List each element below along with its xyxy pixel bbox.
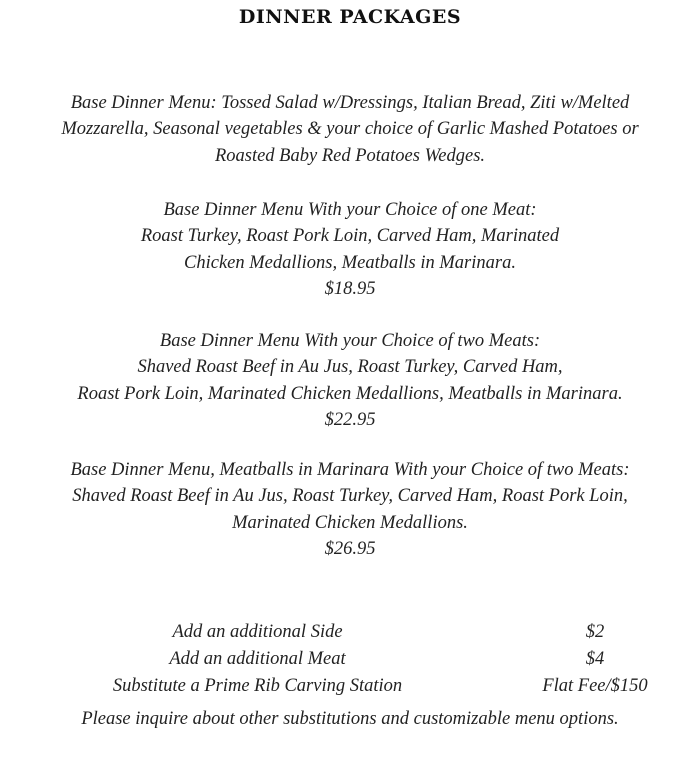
extra-row	[0, 646, 700, 673]
text-line: Chicken Medallions, Meatballs in Marinara.	[184, 252, 516, 273]
text-line: Shaved Roast Beef in Au Jus, Roast Turkey, Carved Ham, Roast Pork Loin,	[72, 486, 628, 507]
text-line: Base Dinner Menu, Meatballs in Marinara With your Choice of two Meats:	[70, 460, 630, 480]
extra-price: $2	[585, 622, 605, 642]
extra-label: Substitute a Prime Rib Carving Station	[112, 676, 403, 696]
text-line: Shaved Roast Beef in Au Jus, Roast Turkey, Carved Ham,	[137, 357, 563, 378]
extra-price: Flat Fee/$150	[542, 676, 648, 696]
extra-price: $4	[585, 649, 605, 669]
text-line: Roast Turkey, Roast Pork Loin, Carved Ham, Marinated	[140, 226, 560, 247]
text-line: Base Dinner Menu With your Choice of one Meat:	[163, 200, 537, 220]
package-price: $22.95	[324, 409, 376, 430]
extras-list	[0, 619, 700, 700]
base-menu-description	[0, 90, 700, 169]
extra-label: Add an additional Meat	[169, 649, 346, 669]
text-line: Marinated Chicken Medallions.	[232, 512, 468, 533]
package-price: $18.95	[324, 278, 376, 299]
package-meatballs-two-meats	[0, 457, 700, 562]
text-line: Base Dinner Menu: Tossed Salad w/Dressings, Italian Bread, Ziti w/Melted	[70, 93, 630, 113]
package-two-meats	[0, 328, 700, 433]
page-title: DINNER PACKAGES	[238, 6, 462, 28]
text-line: Base Dinner Menu With your Choice of two Meats:	[159, 331, 541, 351]
text-line: Mozzarella, Seasonal vegetables & your choice of Garlic Mashed Potatoes or	[61, 119, 639, 140]
extra-row	[0, 673, 700, 700]
package-price: $26.95	[324, 538, 376, 559]
package-one-meat	[0, 197, 700, 302]
extra-label: Add an additional Side	[172, 622, 343, 642]
footer-note: Please inquire about other substitutions and customizable menu options.	[81, 709, 619, 729]
extra-row	[0, 619, 700, 646]
text-line: Roasted Baby Red Potatoes Wedges.	[214, 145, 486, 166]
text-line: Roast Pork Loin, Marinated Chicken Medallions, Meatballs in Marinara.	[77, 383, 623, 404]
